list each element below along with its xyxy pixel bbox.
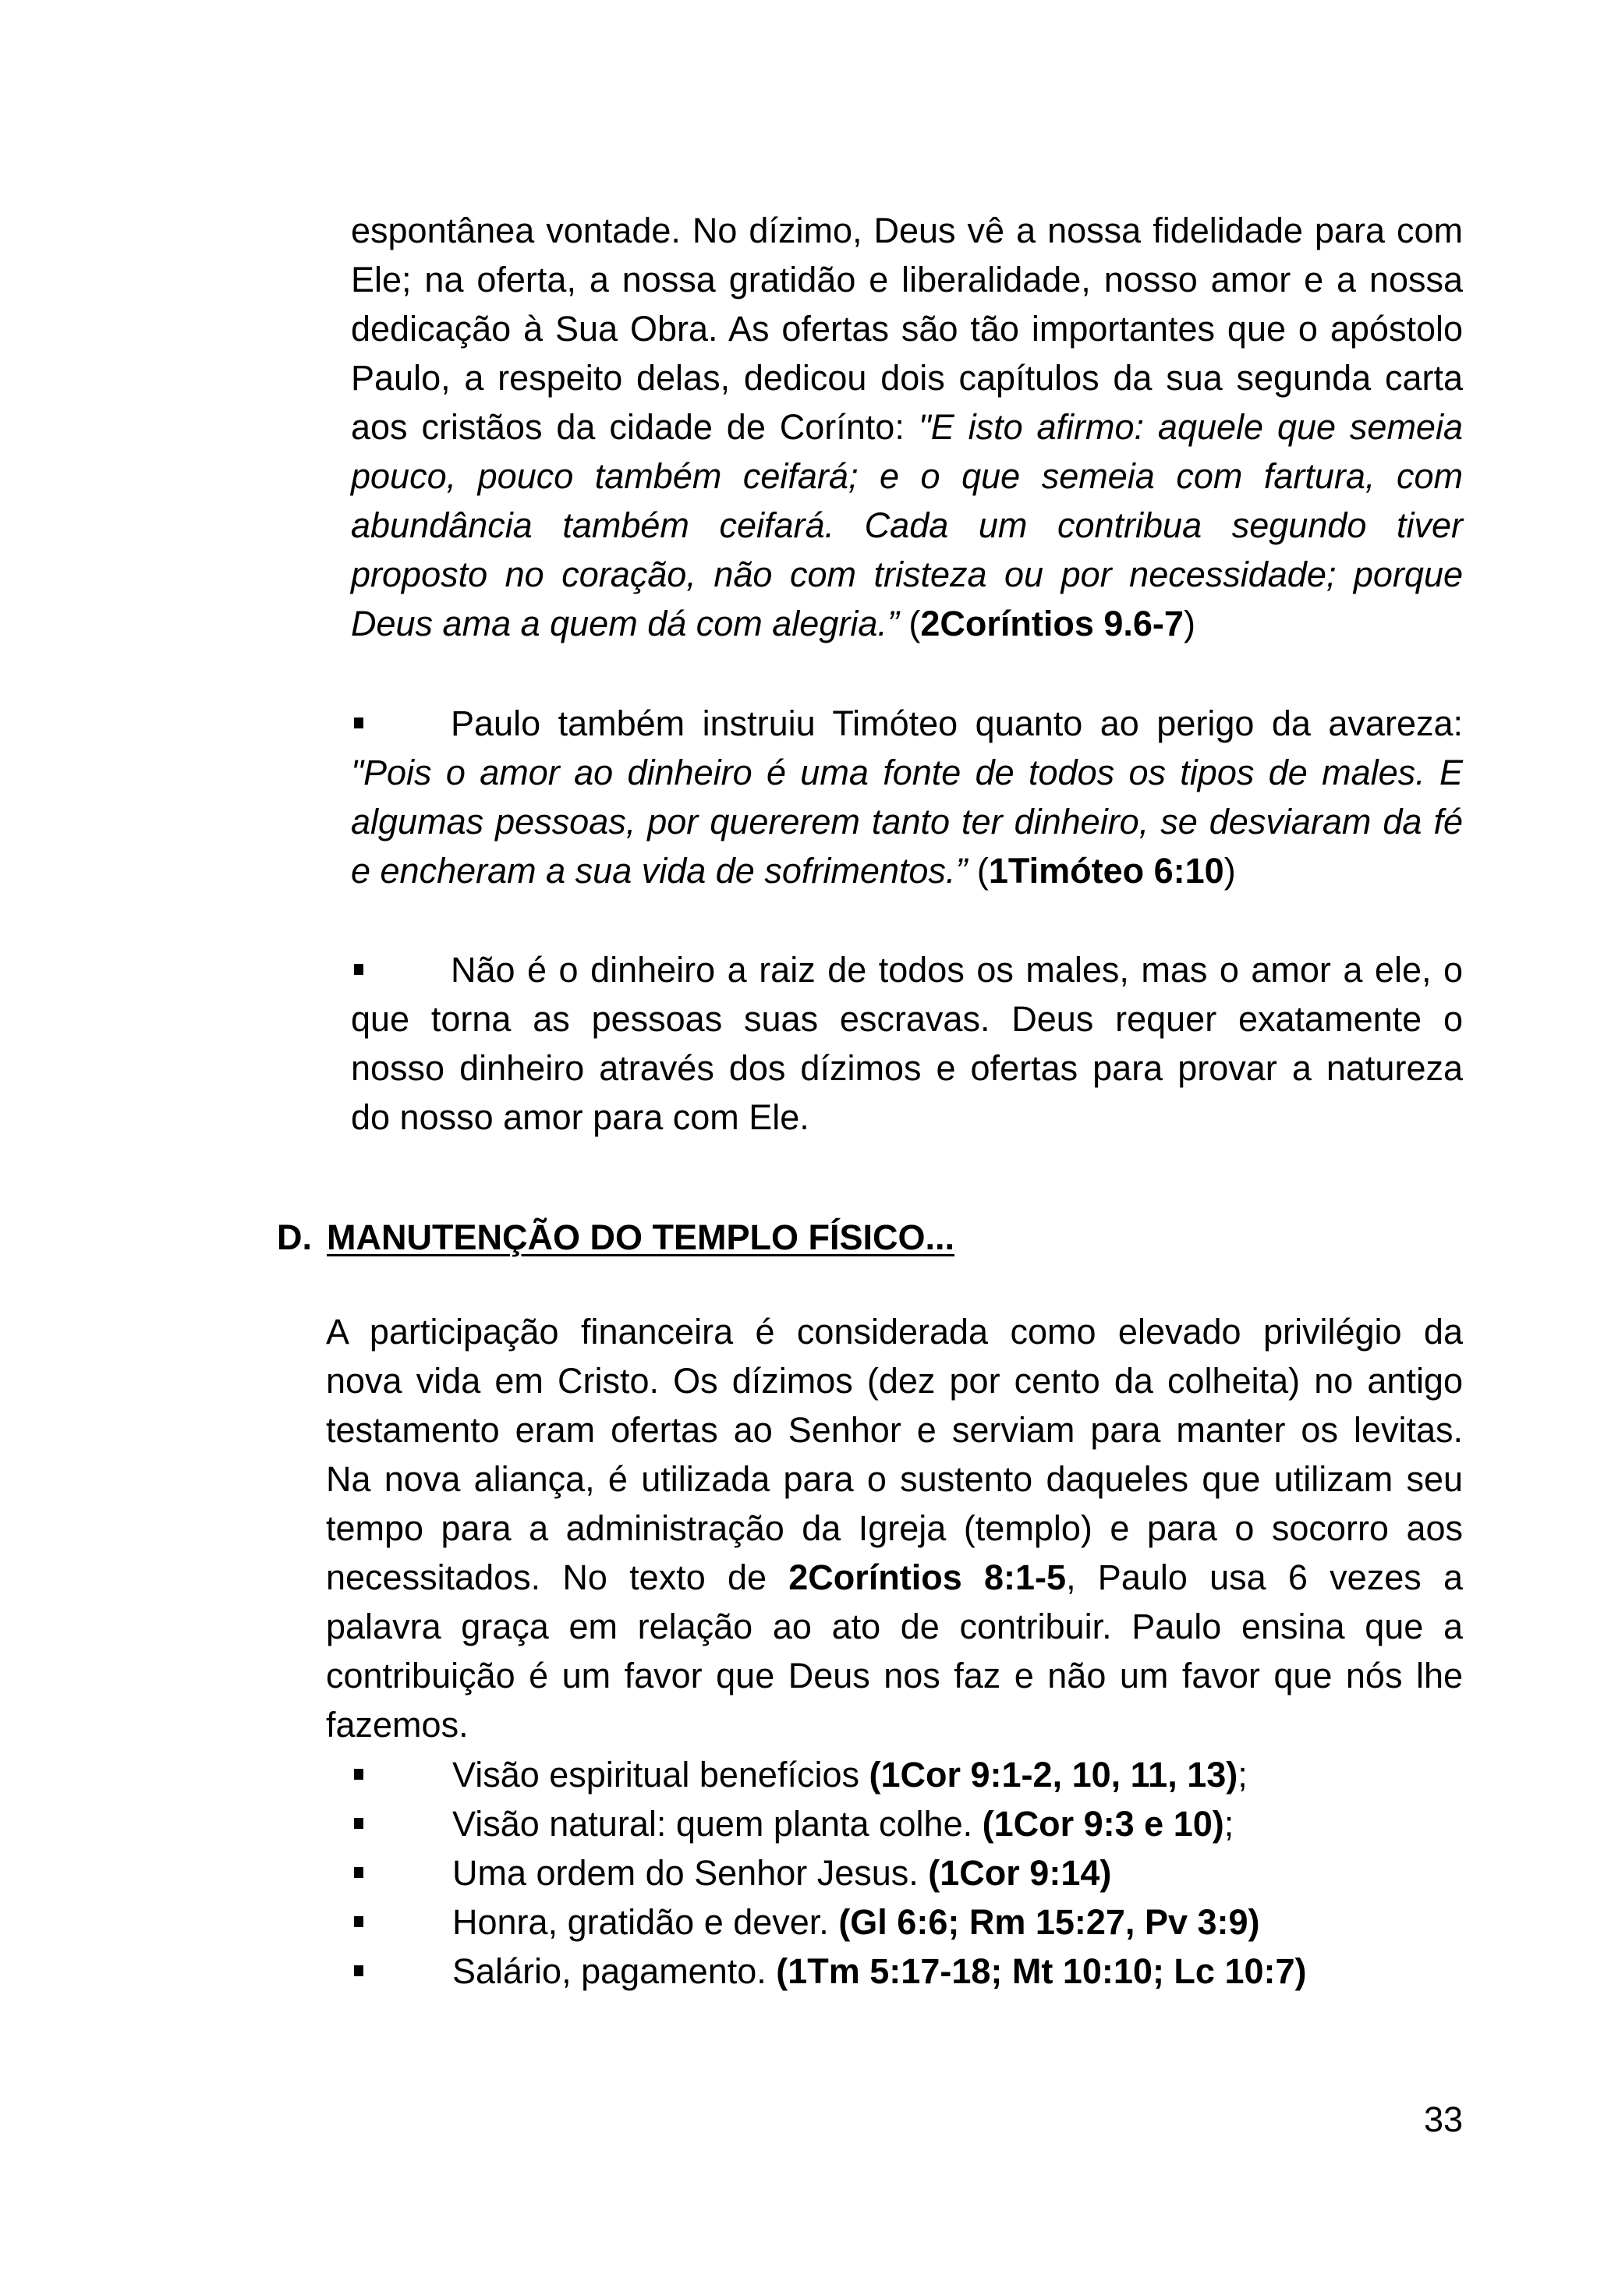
list-item-text: Visão espiritual benefícios: [452, 1755, 869, 1795]
scripture-reference: 2Coríntios 9.6-7: [920, 604, 1184, 643]
scripture-reference: (1Cor 9:1-2, 10, 11, 13): [869, 1755, 1238, 1795]
bullet-square-icon: [354, 718, 363, 728]
text-line: [351, 748, 1463, 797]
bulleted-line: [351, 945, 1463, 994]
text-span: , Paulo usa 6 vezes a: [1066, 1557, 1463, 1597]
text-line: [351, 402, 1463, 452]
text-line: [351, 452, 1463, 501]
bullet-square-icon: [354, 1818, 363, 1829]
scripture-reference: (1Cor 9:14): [928, 1853, 1112, 1893]
text-line: [326, 1553, 1463, 1602]
quote-text: abundância também ceifará. Cada um contribua segundo tiver: [351, 505, 1463, 545]
text-line: que torna as pessoas suas escravas. Deus requer exatamente o: [351, 999, 1463, 1039]
text-line: contribuição é um favor que Deus nos faz e não um favor que nós lhe: [326, 1656, 1463, 1695]
scripture-reference: 1Timóteo 6:10: [988, 851, 1224, 891]
scripture-reference: 2Coríntios 8:1-5: [788, 1557, 1067, 1597]
scripture-reference: (1Tm 5:17-18; Mt 10:10; Lc 10:7): [776, 1951, 1307, 1991]
text-span: (: [967, 851, 989, 891]
paragraph-financial-participation: [326, 1307, 1463, 1749]
text-line: [351, 501, 1463, 550]
text-line: palavra graça em relação ao ato de contribuir. Paulo ensina que a: [326, 1607, 1463, 1646]
bullet-square-icon: [354, 1965, 363, 1976]
section-heading: [277, 1213, 954, 1262]
text-span: (: [898, 604, 921, 643]
list-item: [351, 1750, 1463, 1799]
quote-text: algumas pessoas, por quererem tanto ter dinheiro, se desviaram da fé: [351, 802, 1463, 842]
list-item: [351, 1799, 1463, 1848]
bullet-square-icon: [354, 1769, 363, 1780]
list-item: [351, 1848, 1463, 1897]
paragraph-avarice: [351, 699, 1463, 895]
text-line: testamento eram ofertas ao Senhor e serviam para manter os levitas.: [326, 1410, 1463, 1450]
text-span: necessitados. No texto de: [326, 1557, 789, 1597]
list-item-text: Visão natural: quem planta colhe.: [452, 1804, 983, 1844]
section-letter: D.: [277, 1217, 312, 1257]
text-line: [351, 550, 1463, 599]
list-item-text: Uma ordem do Senhor Jesus.: [452, 1853, 929, 1893]
list-item-text: Honra, gratidão e dever.: [452, 1902, 839, 1942]
text-line: nosso dinheiro através dos dízimos e ofertas para provar a natureza: [351, 1048, 1463, 1088]
list-item: [351, 1897, 1463, 1947]
text-line: dedicação à Sua Obra. As ofertas são tão importantes que o apóstolo: [351, 309, 1463, 349]
bullet-square-icon: [354, 1867, 363, 1878]
scripture-reference: (Gl 6:6; Rm 15:27, Pv 3:9): [838, 1902, 1260, 1942]
text-span: Paulo também instruiu Timóteo quanto ao perigo da avareza:: [451, 703, 1463, 743]
text-line: Na nova aliança, é utilizada para o sustento daqueles que utilizam seu: [326, 1459, 1463, 1499]
text-span: ): [1183, 604, 1195, 643]
quote-text: proposto no coração, não com tristeza ou por necessidade; porque: [351, 555, 1463, 594]
text-span: Não é o dinheiro a raiz de todos os males, mas o amor a ele, o: [451, 950, 1463, 990]
text-line: [351, 599, 1463, 648]
list-item: [351, 1947, 1463, 1996]
text-line: [351, 846, 1463, 895]
quote-text: "Pois o amor ao dinheiro é uma fonte de todos os tipos de males. E: [351, 753, 1463, 792]
list-item-text: Salário, pagamento.: [452, 1951, 777, 1991]
text-line: fazemos.: [326, 1705, 469, 1745]
text-line: Paulo, a respeito delas, dedicou dois capítulos da sua segunda carta: [351, 358, 1463, 398]
text-line: do nosso amor para com Ele.: [351, 1097, 809, 1137]
quote-text: Deus ama a quem dá com alegria.”: [351, 604, 899, 643]
text-line: tempo para a administração da Igreja (templo) e para o socorro aos: [326, 1508, 1463, 1548]
quote-text: e encheram a sua vida de sofrimentos.”: [351, 851, 968, 891]
text-span: ): [1223, 851, 1236, 891]
paragraph-love-of-money: [351, 945, 1463, 1142]
paragraph-tithes-offerings: [351, 206, 1463, 648]
list-item-tail: ;: [1223, 1804, 1234, 1844]
page-number: 33: [1423, 2099, 1463, 2139]
text-line: [351, 797, 1463, 846]
text-line: nova vida em Cristo. Os dízimos (dez por cento da colheita) no antigo: [326, 1361, 1463, 1401]
list-item-tail: ;: [1238, 1755, 1248, 1795]
text-line: espontânea vontade. No dízimo, Deus vê a nossa fidelidade para com: [351, 211, 1463, 250]
section-title: MANUTENÇÃO DO TEMPLO FÍSICO...: [327, 1217, 954, 1257]
text-line: A participação financeira é considerada como elevado privilégio da: [326, 1312, 1463, 1352]
bullet-square-icon: [354, 964, 363, 975]
text-span: aos cristãos da cidade de Corínto:: [351, 407, 919, 447]
bullet-square-icon: [354, 1916, 363, 1927]
text-line: Ele; na oferta, a nossa gratidão e liberalidade, nosso amor e a nossa: [351, 260, 1463, 299]
quote-text: pouco, pouco também ceifará; e o que semeia com fartura, com: [351, 456, 1463, 496]
quote-text: "E isto afirmo: aquele que semeia: [918, 407, 1463, 447]
bulleted-line: [351, 699, 1463, 748]
scripture-reference: (1Cor 9:3 e 10): [982, 1804, 1224, 1844]
